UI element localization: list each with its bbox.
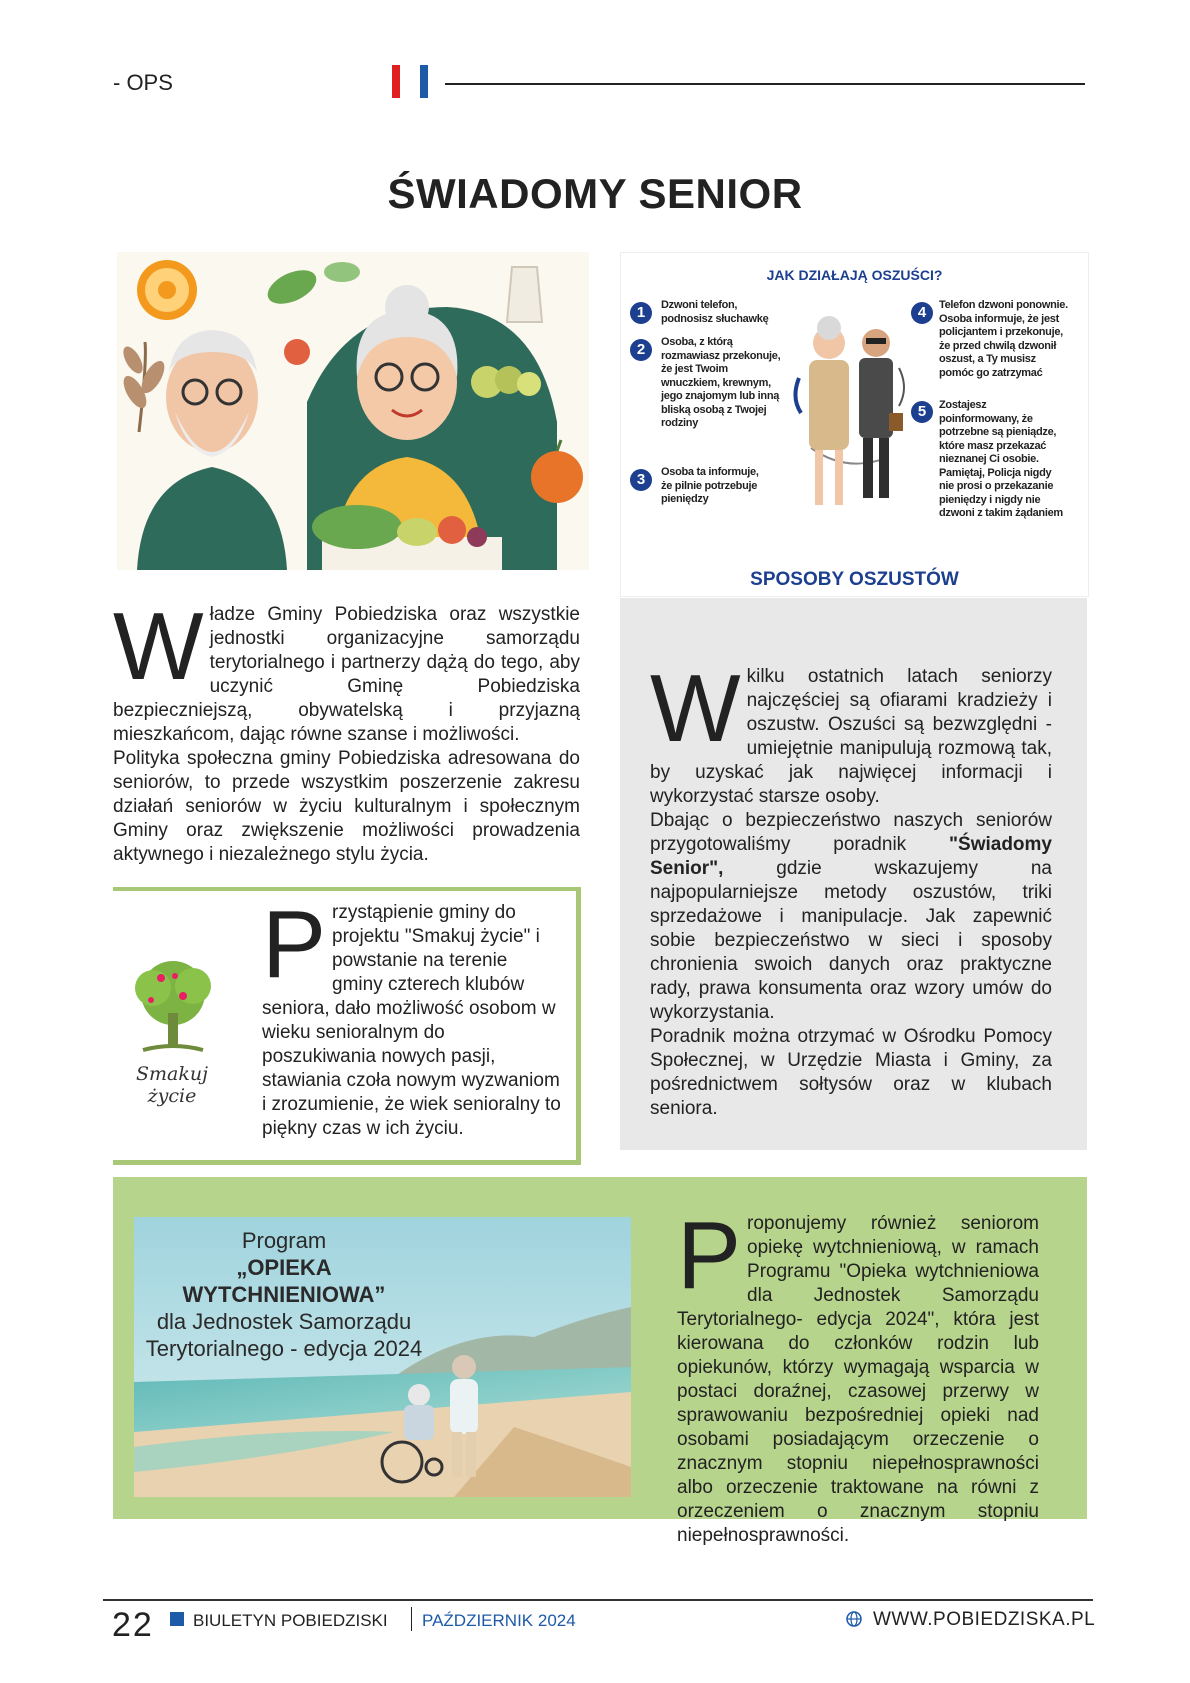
guide-paragraph bbox=[650, 809, 1052, 1025]
infographic-footer: SPOSOBY OSZUSTÓW bbox=[750, 569, 959, 590]
program-name: „OPIEKA WYTCHNIENIOWA” bbox=[182, 1255, 386, 1307]
guide-title: "Świadomy Senior", bbox=[650, 834, 1052, 879]
flag-blue-bar bbox=[420, 65, 428, 98]
website-link[interactable]: WWW.POBIEDZISKA.PL bbox=[873, 1609, 1096, 1630]
scam-figures-illustration bbox=[791, 298, 909, 528]
header-rule bbox=[445, 83, 1085, 85]
footer-square-icon bbox=[170, 1612, 184, 1626]
elderly-couple-illustration bbox=[117, 252, 589, 570]
caption-line: dla Jednostek Samorządu bbox=[156, 1309, 412, 1334]
footer-rule bbox=[103, 1599, 1093, 1601]
smakuj-article bbox=[262, 891, 562, 1141]
infographic-title: JAK DZIAŁAJĄ OSZUŚCI? bbox=[766, 267, 943, 283]
guide-text: gdzie wskazujemy na najpopularniejsze metody oszustów, triki sprzedażowe i manipulacje. Jak zapewnić sobie bezpieczeństwo w sieci i sposoby chronienia swoich danych oraz praktyczne rady, prawa konsumenta oraz wzory umów do wykorzystania. bbox=[650, 858, 1052, 1023]
respite-article bbox=[677, 1202, 1039, 1548]
caption-line: Program bbox=[241, 1228, 327, 1253]
program-caption bbox=[134, 1227, 434, 1362]
tree-icon bbox=[113, 958, 231, 1058]
green-frame-bottom bbox=[113, 1160, 581, 1165]
page-title: ŚWIADOMY SENIOR bbox=[387, 170, 803, 217]
respite-paragraph: roponujemy również seniorom opiekę wytchnieniową, w ramach Programu "Opieka wytchnieniowa dla Jednostek Samorządu Terytorialnego- edycja 2024", która jest kierowana do członków rodzin lub opiekunów, którzy wymagają wsparcia w postaci doraźnej, czasowej przerwy w sprawowaniu bezpośredniej opieki nad osobami posiadającym orzeczenie o znacznym stopniu niepełnosprawności albo orzeczenie traktowane na równi z orzeczeniem o znacznym stopniu niepełnosprawności. bbox=[677, 1213, 1039, 1546]
dropcap: P bbox=[677, 1202, 742, 1309]
page-number: 22 bbox=[112, 1606, 154, 1644]
step-text: Zostajesz poinformowany, że potrzebne są pieniądze, które masz przekazać nieznanej Ci osobie. Pamiętaj, Policja nigdy nie prosi o przekazanie pieniędzy i nigdy nie dzwoni z takim żądaniem bbox=[939, 399, 1063, 519]
step-number: 3 bbox=[630, 469, 652, 491]
caption-line: Terytorialnego - edycja 2024 bbox=[145, 1336, 423, 1361]
dropcap: P bbox=[262, 891, 327, 998]
step-number: 4 bbox=[911, 302, 933, 324]
globe-icon bbox=[846, 1611, 862, 1627]
logo-text: Smakuj życie bbox=[135, 1063, 208, 1107]
intro-article bbox=[113, 593, 580, 867]
beach-wheelchair-photo bbox=[134, 1217, 631, 1497]
step-text: Osoba, z którą rozmawiasz przekonuje, że jest Twoim wnuczkiem, krewnym, jego znajomym lub inną bliską osobą z Twojej rodziny bbox=[661, 336, 781, 429]
step-number: 1 bbox=[630, 302, 652, 324]
dropcap: W bbox=[113, 593, 204, 700]
step-text: Dzwoni telefon, podnosisz słuchawkę bbox=[661, 299, 769, 325]
dropcap: W bbox=[650, 655, 741, 762]
guide-text: Dbając o bezpieczeństwo naszych seniorów przygotowaliśmy poradnik bbox=[650, 810, 1052, 855]
issue-date: PAŹDZIERNIK 2024 bbox=[422, 1611, 576, 1630]
step-number: 5 bbox=[911, 401, 933, 423]
scam-infographic bbox=[620, 252, 1089, 597]
guide-availability-paragraph: Poradnik można otrzymać w Ośrodku Pomocy Społecznej, w Urzędzie Miasta i Gminy, za pośrednictwem sołtysów oraz w klubach seniora. bbox=[650, 1026, 1052, 1119]
smakuj-zycie-logo bbox=[113, 958, 231, 1107]
section-label: - OPS bbox=[113, 70, 173, 95]
smakuj-paragraph: rzystąpienie gminy do projektu "Smakuj życie" i powstanie na terenie gminy czterech klubów seniora, dało możliwość osobom w wieku senioralnym do poszukiwania nowych pasji, stawiania czoła nowym wyzwaniom i zrozumienie, że wiek senioralny to piękny czas w ich życiu. bbox=[262, 902, 561, 1139]
scam-intro-paragraph: kilku ostatnich latach seniorzy najczęściej są ofiarami kradzieży i oszustw. Oszuści są bezwzględni - umiejętnie manipulują rozmową tak, by uzyskać jak najwięcej informacji i wykorzystać starsze osoby. bbox=[650, 666, 1052, 807]
step-number: 2 bbox=[630, 339, 652, 361]
step-text: Osoba ta informuje, że pilnie potrzebuje pieniędzy bbox=[661, 466, 759, 505]
policy-paragraph: Polityka społeczna gminy Pobiedziska adresowana do seniorów, to przede wszystkim poszerzenie zakresu działań seniorów w życiu kulturalnym i społecznym Gminy oraz zwiększenie możliwości prowadzenia aktywnego i niezależnego stylu życia. bbox=[113, 748, 580, 865]
intro-paragraph: ładze Gminy Pobiedziska oraz wszystkie jednostki organizacyjne samorządu terytorialnego i partnerzy dążą do tego, aby uczynić Gminę Pobiedziska bezpieczniejszą, obywatelską i przyjazną mieszkańcom, dając równe szanse i możliwości. bbox=[113, 604, 580, 745]
green-frame-right bbox=[576, 887, 581, 1165]
step-text: Telefon dzwoni ponownie. Osoba informuje, że jest policjantem i przekonuje, że przed chwilą dzwonił oszust, a Ty musisz pomóc go zatrzymać bbox=[939, 299, 1068, 379]
footer-separator bbox=[411, 1607, 412, 1631]
green-frame-top bbox=[113, 887, 580, 891]
guide-article bbox=[650, 655, 1052, 1121]
publication-name: BIULETYN POBIEDZISKI bbox=[193, 1611, 388, 1630]
flag-red-bar bbox=[392, 65, 400, 98]
